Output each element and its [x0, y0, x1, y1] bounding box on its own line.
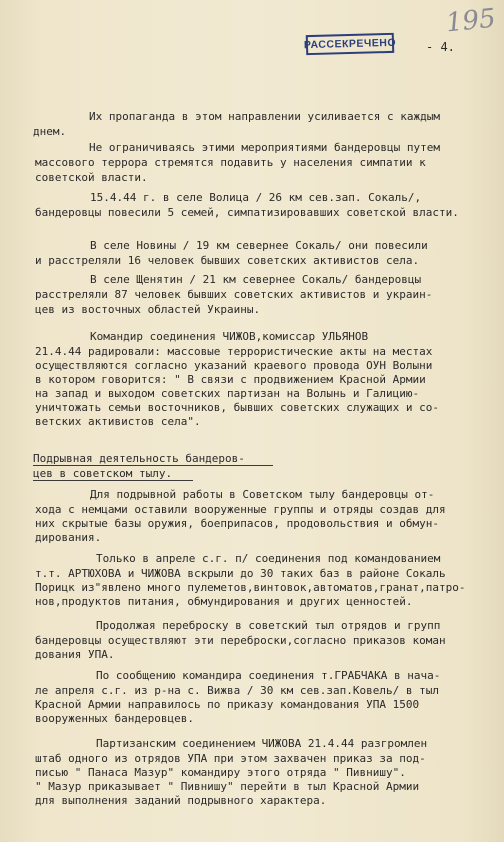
text-line: вооруженных бандеровцев. — [35, 712, 194, 725]
text-line: хода с немцами оставили вооруженные группы и отряды создав для — [35, 503, 446, 516]
text-line: дования УПА. — [35, 648, 115, 661]
page-number: - 4. — [426, 40, 455, 54]
heading-underline — [33, 465, 273, 466]
text-line: Порицк из"явлено много пулеметов,винтовок,автоматов,гранат,патро- — [35, 581, 466, 594]
text-line: цев из восточных областей Украины. — [35, 303, 261, 316]
text-line: Для подрывной работы в Советском тылу бандеровцы от- — [90, 488, 435, 501]
text-line: штаб одного из отрядов УПА при этом захвачен приказ за под- — [35, 752, 426, 765]
text-line: Их пропаганда в этом направлении усиливается с каждым — [89, 110, 440, 123]
text-line: писью " Панаса Мазур" командиру этого отряда " Пивнишу". — [35, 766, 406, 779]
text-line: нов,продуктов питания, обмундирования и других ценностей. — [35, 595, 413, 608]
text-line: них скрытые базы оружия, боеприпасов, продовольствия и обмун- — [35, 517, 439, 530]
text-line: Командир соединения ЧИЖОВ,комиссар УЛЬЯНОВ — [90, 330, 369, 343]
text-line: бандеровцы осуществляют эти переброски,согласно приказов коман — [35, 634, 446, 647]
archive-number: 195 — [444, 3, 498, 39]
text-line: " Мазур приказывает " Пивнишу" перейти в тыл Красной Армии — [35, 780, 420, 793]
text-line: советской власти. — [35, 171, 148, 184]
declassified-stamp: РАССЕКРЕЧЕНО — [306, 33, 394, 55]
text-line: в котором говорится: " В связи с продвижением Красной Армии — [35, 373, 426, 386]
text-line: В селе Новины / 19 км севернее Сокаль/ они повесили — [90, 239, 428, 252]
text-line: т.т. АРТЮХОВА и ЧИЖОВА вскрыли до 30 таких баз в районе Сокаль — [35, 567, 446, 580]
section-heading: цев в советском тылу. — [33, 467, 173, 480]
text-line: Не ограничиваясь этими мероприятиями бандеровцы путем — [89, 141, 440, 154]
text-line: массового террора стремятся подавить у населения симпатии к — [35, 156, 426, 169]
text-line: для выполнения заданий подрывного характера. — [35, 794, 327, 807]
text-line: дирования. — [35, 531, 102, 544]
heading-underline — [33, 480, 193, 481]
text-line: расстреляли 87 человек бывших советских активистов и украин- — [35, 288, 433, 301]
section-heading: Подрывная деятельность бандеров- — [33, 452, 245, 465]
text-line: и расстреляли 16 человек бывших советских активистов села. — [35, 254, 420, 267]
text-line: ле апреля с.г. из р-на с. Вижва / 30 км сев.зап.Ковель/ в тыл — [35, 684, 439, 697]
text-line: ветских активистов села". — [35, 415, 201, 428]
text-line: 15.4.44 г. в селе Волица / 26 км сев.зап. Сокаль/, — [90, 191, 422, 204]
text-line: на запад и выходом советских партизан на Волынь и Галицию- — [35, 387, 420, 400]
text-line: Продолжая переброску в советский тыл отрядов и групп — [96, 619, 441, 632]
text-line: По сообщению командира соединения т.ГРАБЧАКА в нача- — [96, 669, 441, 682]
text-line: бандеровцы повесили 5 семей, симпатизировавших советской власти. — [35, 206, 459, 219]
text-line: Партизанским соединением ЧИЖОВА 21.4.44 разгромлен — [96, 737, 428, 750]
text-line: днем. — [33, 125, 67, 138]
text-line: осуществляются согласно указаний краевого провода ОУН Волыни — [35, 359, 433, 372]
text-line: В селе Щенятин / 21 км севернее Сокаль/ бандеровцы — [90, 273, 422, 286]
text-line: Только в апреле с.г. п/ соединения под командованием — [96, 552, 441, 565]
text-line: 21.4.44 радировали: массовые террористические акты на местах — [35, 345, 433, 358]
text-line: уничтожать семьи восточников, бывших советских служащих и со- — [35, 401, 439, 414]
text-line: Красной Армии направилось по приказу командования УПА 1500 — [35, 698, 420, 711]
